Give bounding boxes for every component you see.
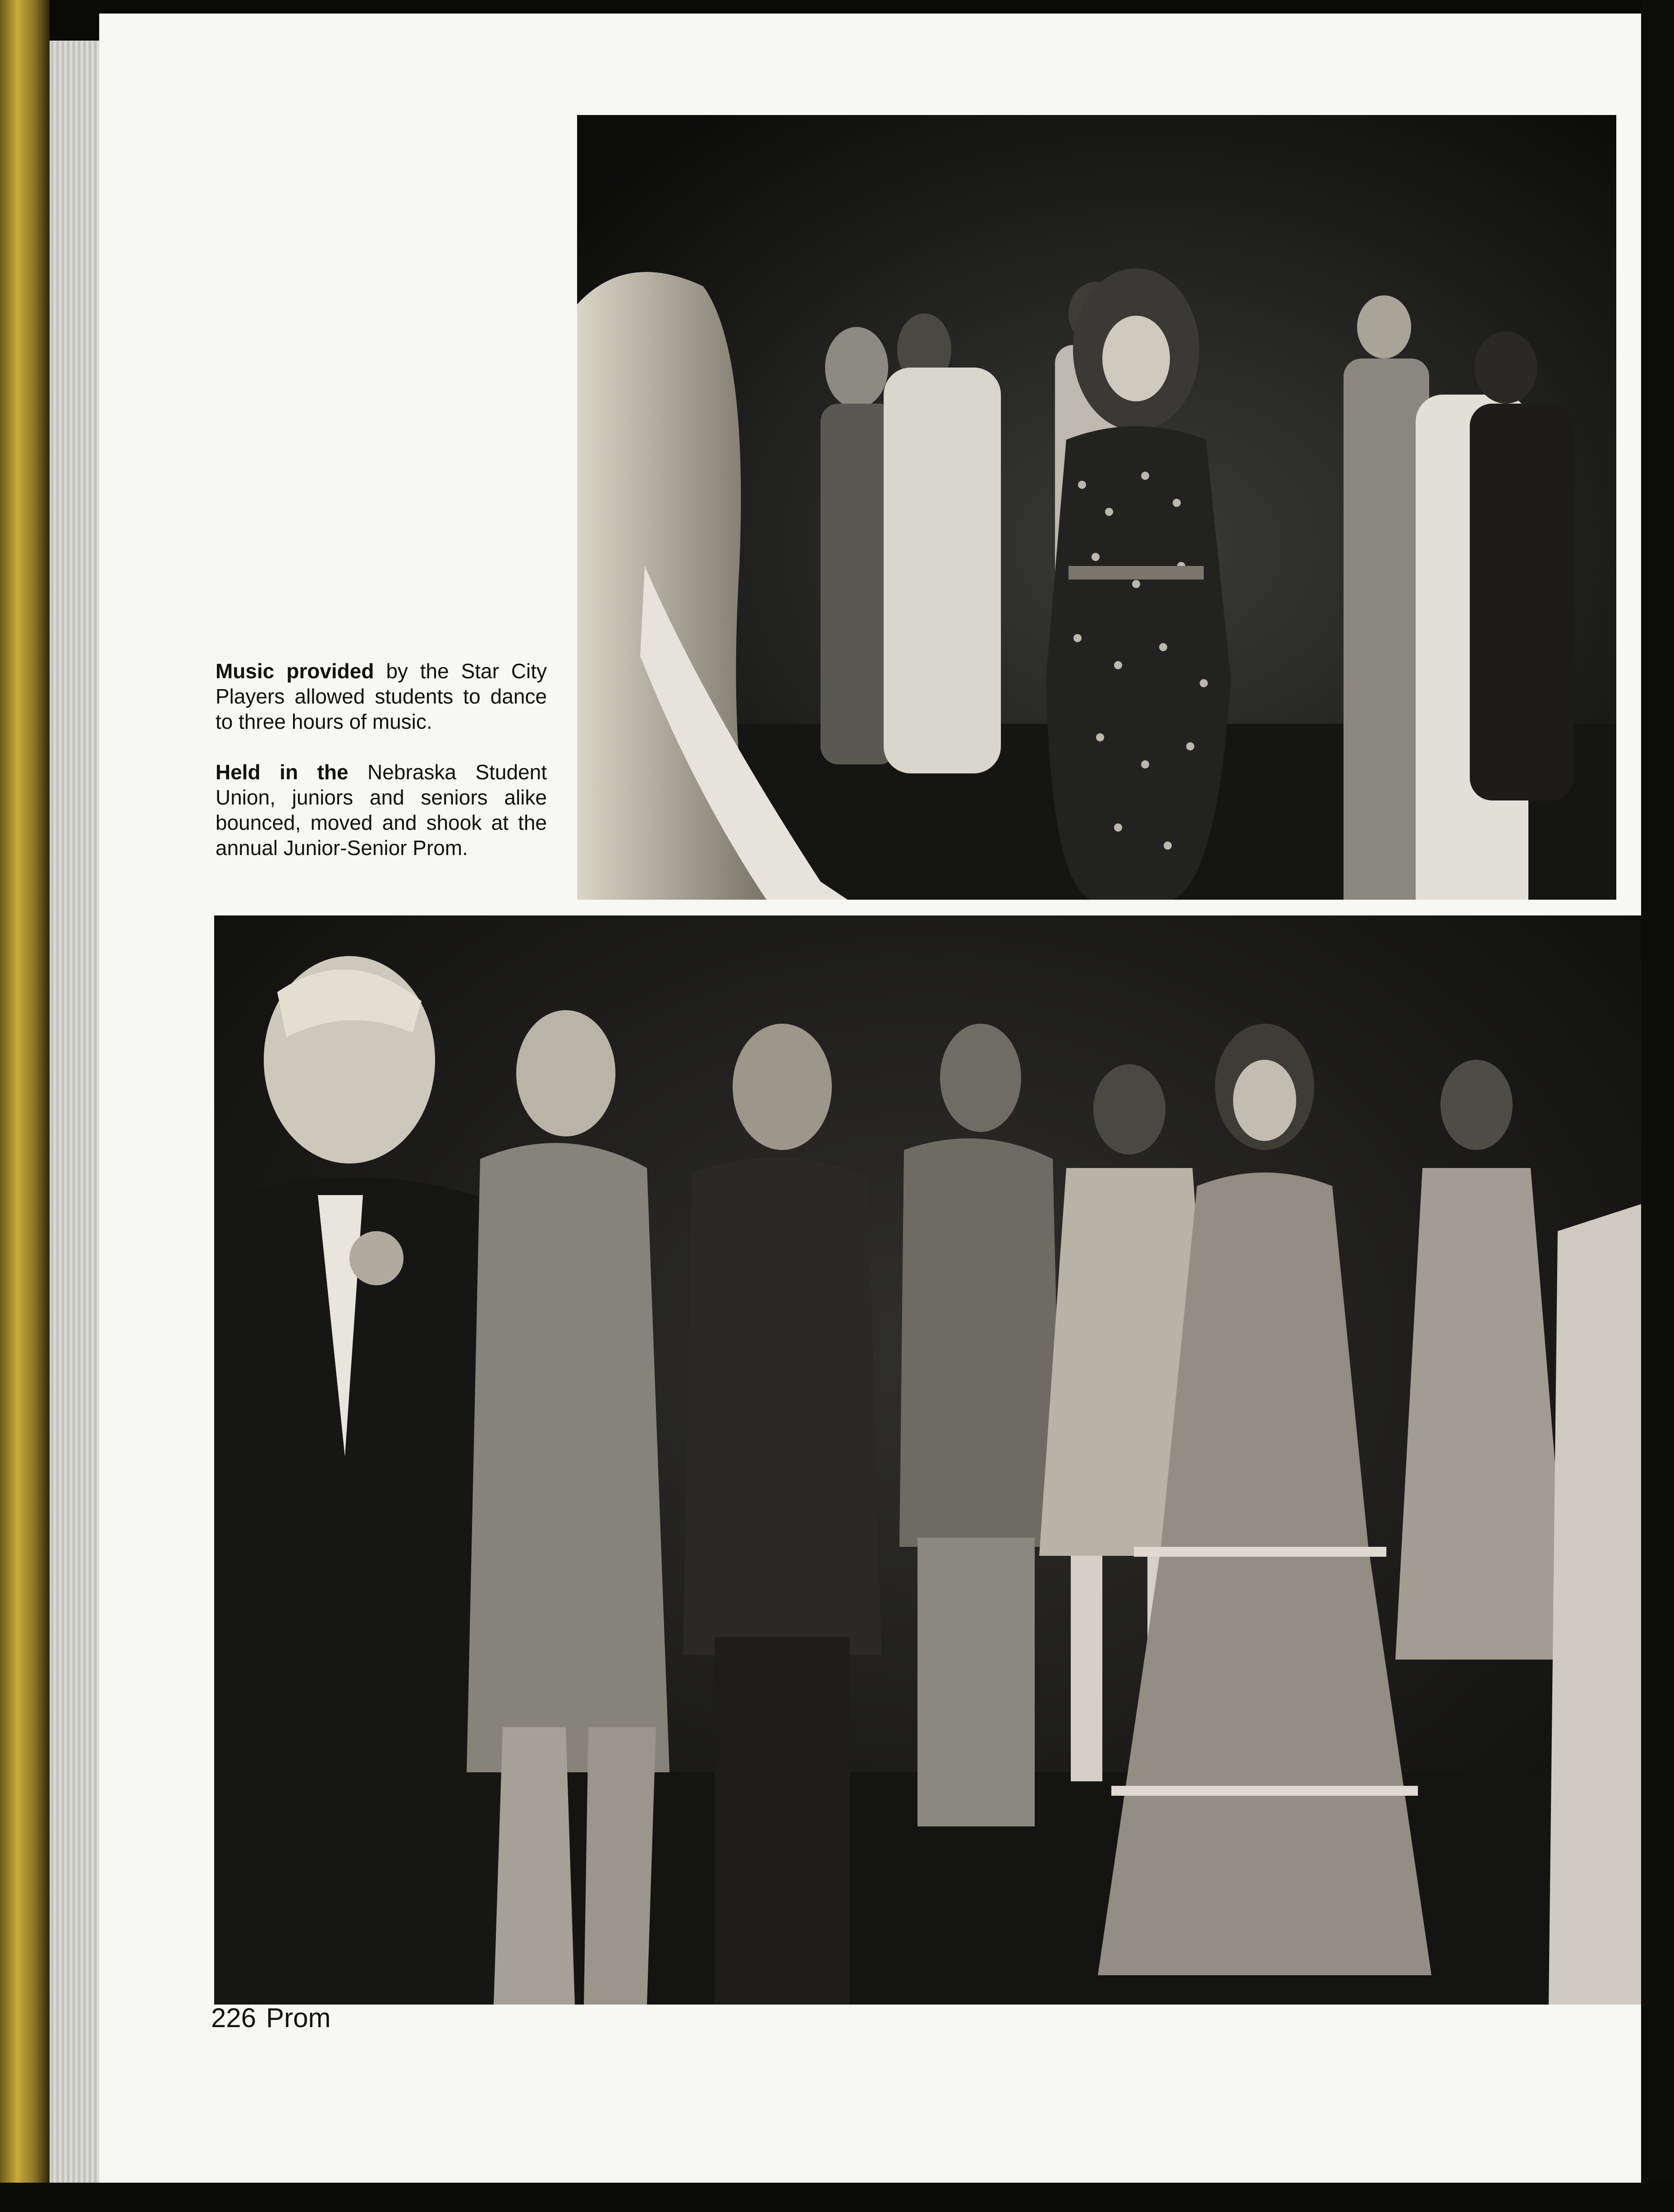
scan-edge-right [1641, 0, 1674, 2212]
photo-captions [216, 658, 547, 886]
caption-body: by the Star City Players allowed students to dance to three hours of music. [216, 659, 547, 733]
page-number: 226 [211, 2003, 257, 2033]
page-stack-edge [50, 41, 101, 2196]
page-folio [211, 2002, 340, 2033]
prom-dance-photo-bottom [214, 915, 1641, 2005]
caption-lead: Music provided [216, 659, 374, 683]
caption-music [216, 658, 547, 734]
prom-dance-photo-top [577, 115, 1616, 900]
caption-location [216, 759, 547, 860]
yearbook-binding [0, 0, 50, 2212]
caption-body: Nebraska Student Union, juniors and seniors alike bounced, moved and shook at the annual Junior-Senior Prom. [216, 760, 547, 860]
scan-edge-bottom [0, 2183, 1674, 2212]
section-name: Prom [266, 2003, 331, 2033]
caption-lead: Held in the [216, 760, 349, 784]
